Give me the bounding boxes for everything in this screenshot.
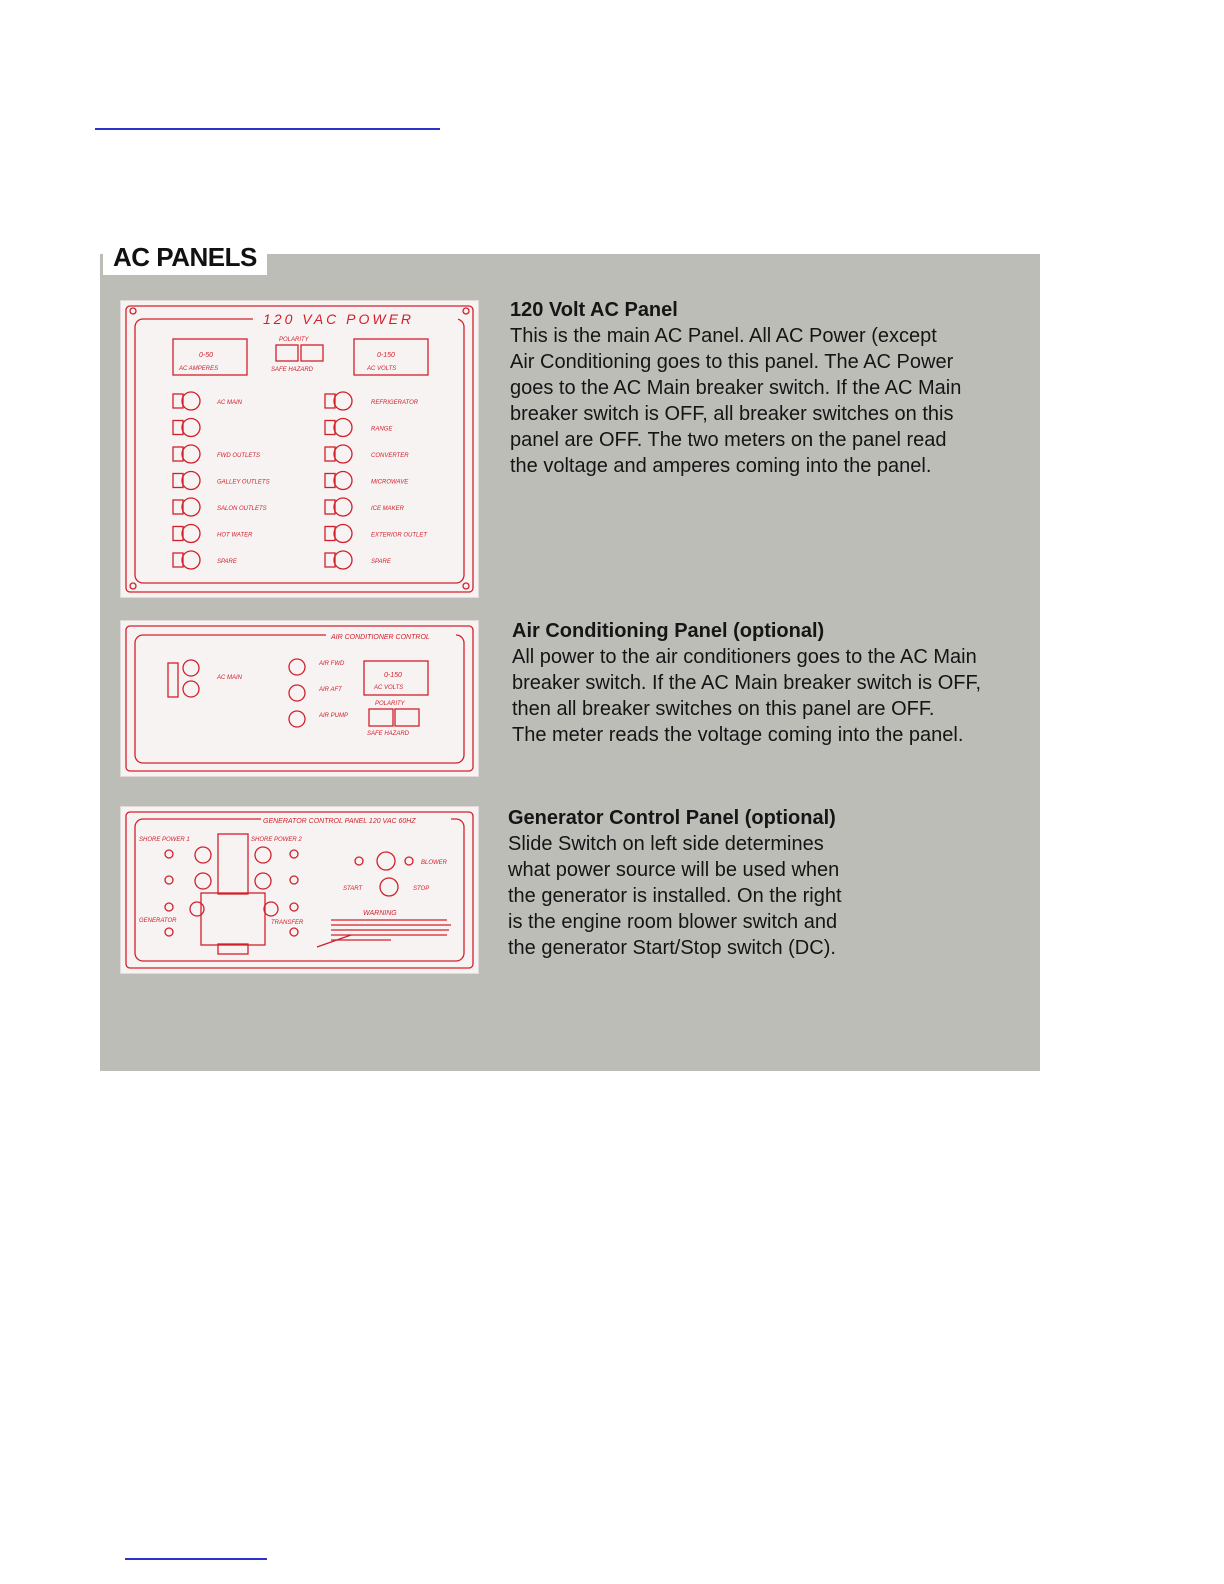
svg-text:AC AMPERES: AC AMPERES bbox=[179, 366, 219, 372]
top-link-underline bbox=[95, 128, 440, 130]
breaker-label: MICROWAVE bbox=[371, 479, 409, 486]
breaker-switch bbox=[334, 498, 352, 516]
bottom-link-underline bbox=[125, 1558, 267, 1560]
generator-panel-title: Generator Control Panel (optional) bbox=[508, 807, 836, 829]
generator-panel-drawing bbox=[120, 806, 479, 974]
breaker-label: REFRIGERATOR bbox=[371, 400, 419, 406]
air-conditioning-panel-description bbox=[512, 618, 1032, 748]
breaker-label: HOT WATER bbox=[217, 532, 253, 539]
breaker-label: CONVERTER bbox=[371, 453, 409, 459]
breaker-label: GALLEY OUTLETS bbox=[217, 479, 270, 486]
desc-line: All power to the air conditioners goes to the AC Main bbox=[512, 646, 977, 668]
svg-text:GENERATOR: GENERATOR bbox=[139, 918, 177, 924]
ac-panel-header: 120 VAC POWER bbox=[263, 311, 415, 327]
section-title: AC PANELS bbox=[103, 240, 267, 275]
air-conditioning-panel-drawing bbox=[120, 620, 479, 777]
breaker-label: AC MAIN bbox=[217, 400, 243, 406]
air-conditioning-panel-title: Air Conditioning Panel (optional) bbox=[512, 620, 825, 642]
generator-panel-description bbox=[508, 805, 1028, 961]
desc-line: the voltage and amperes coming into the panel. bbox=[510, 455, 932, 477]
svg-text:0-150: 0-150 bbox=[384, 672, 402, 679]
svg-text:POLARITY: POLARITY bbox=[279, 337, 309, 343]
generator-panel-header: GENERATOR CONTROL PANEL 120 VAC 60HZ bbox=[263, 818, 416, 825]
breaker-switch bbox=[334, 551, 352, 569]
breaker-label: SPARE bbox=[371, 559, 391, 565]
breaker-switch bbox=[182, 419, 200, 437]
breaker-label: ICE MAKER bbox=[371, 506, 405, 512]
breaker-label: EXTERIOR OUTLET bbox=[371, 532, 428, 539]
breaker-switch bbox=[182, 498, 200, 516]
breaker-switch bbox=[182, 551, 200, 569]
desc-line: The meter reads the voltage coming into the panel. bbox=[512, 724, 964, 746]
desc-line: breaker switch. If the AC Main breaker switch is OFF, bbox=[512, 672, 982, 694]
breaker-switch bbox=[182, 525, 200, 543]
breaker-label: SALON OUTLETS bbox=[217, 506, 267, 512]
svg-text:SHORE POWER 2: SHORE POWER 2 bbox=[251, 837, 302, 843]
svg-text:SAFE HAZARD: SAFE HAZARD bbox=[271, 367, 314, 373]
desc-line: panel are OFF. The two meters on the panel read bbox=[510, 429, 947, 451]
desc-line: This is the main AC Panel. All AC Power (except bbox=[510, 325, 937, 347]
desc-line: the generator is installed. On the right bbox=[508, 885, 842, 907]
desc-line: is the engine room blower switch and bbox=[508, 911, 838, 933]
breaker-label: RANGE bbox=[371, 426, 393, 433]
svg-text:SHORE POWER 1: SHORE POWER 1 bbox=[139, 837, 190, 843]
ac-panel-description bbox=[510, 297, 1030, 479]
svg-text:STOP: STOP bbox=[413, 886, 430, 892]
svg-text:AC MAIN: AC MAIN bbox=[217, 675, 243, 681]
air-conditioning-panel-svg bbox=[121, 621, 478, 776]
breaker-label: FWD OUTLETS bbox=[217, 453, 260, 459]
svg-text:POLARITY: POLARITY bbox=[375, 701, 405, 707]
svg-text:0-50: 0-50 bbox=[199, 352, 214, 359]
svg-text:SAFE HAZARD: SAFE HAZARD bbox=[367, 731, 410, 737]
desc-line: the generator Start/Stop switch (DC). bbox=[508, 937, 836, 959]
svg-text:AIR FWD: AIR FWD bbox=[319, 661, 345, 667]
generator-panel-svg bbox=[121, 807, 478, 973]
ac-panel-svg bbox=[121, 301, 478, 597]
ac-panel-title: 120 Volt AC Panel bbox=[510, 299, 678, 321]
desc-line: then all breaker switches on this panel are OFF. bbox=[512, 698, 935, 720]
breaker-label: SPARE bbox=[217, 559, 237, 565]
desc-line: Slide Switch on left side determines bbox=[508, 833, 824, 855]
svg-text:AC VOLTS: AC VOLTS bbox=[374, 685, 404, 691]
svg-text:TRANSFER: TRANSFER bbox=[271, 920, 304, 926]
svg-text:0-150: 0-150 bbox=[377, 352, 395, 359]
svg-text:START: START bbox=[343, 886, 363, 892]
breaker-switch bbox=[334, 392, 352, 410]
breaker-switch bbox=[334, 525, 352, 543]
breaker-switch bbox=[182, 392, 200, 410]
desc-line: goes to the AC Main breaker switch. If the AC Main bbox=[510, 377, 962, 399]
breaker-switch bbox=[182, 472, 200, 490]
breaker-switch bbox=[334, 445, 352, 463]
svg-text:AIR PUMP: AIR PUMP bbox=[319, 713, 349, 719]
breaker-switch bbox=[334, 472, 352, 490]
svg-text:AC VOLTS: AC VOLTS bbox=[367, 366, 397, 372]
ac-control-header: AIR CONDITIONER CONTROL bbox=[331, 634, 430, 641]
desc-line: what power source will be used when bbox=[508, 859, 840, 881]
ac-panel-drawing bbox=[120, 300, 479, 598]
breaker-switch bbox=[182, 445, 200, 463]
svg-text:BLOWER: BLOWER bbox=[421, 860, 448, 866]
desc-line: Air Conditioning goes to this panel. The AC Power bbox=[510, 351, 954, 373]
desc-line: breaker switch is OFF, all breaker switches on this bbox=[510, 403, 954, 425]
svg-text:AIR AFT: AIR AFT bbox=[319, 687, 342, 693]
breaker-switch bbox=[334, 419, 352, 437]
svg-text:WARNING: WARNING bbox=[363, 910, 397, 917]
